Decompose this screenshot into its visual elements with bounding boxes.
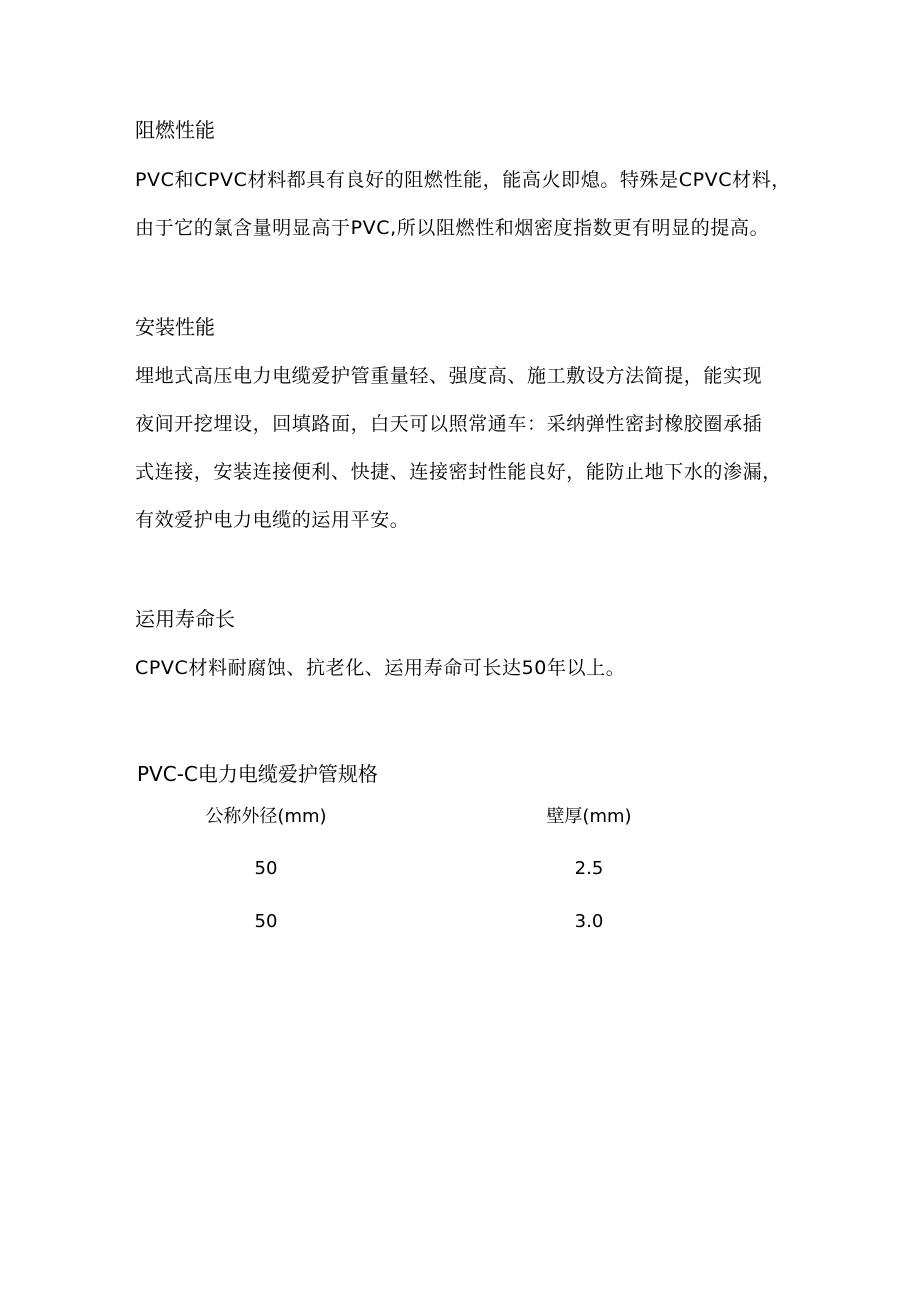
paragraph-line: 式连接，安装连接便利、快捷、连接密封性能良好，能防止地下水的渗漏， [135,461,782,483]
spec-table-title: PVC-C电力电缆爱护管规格 [137,762,378,786]
spec-cell-outer-diameter: 50 [254,858,278,879]
paragraph-line: PVC和CPVC材料都具有良好的阻燃性能，能高火即熄。特殊是CPVC材料， [135,169,791,191]
section-paragraph-service-life [135,644,795,692]
paragraph-line: CPVC材料耐腐蚀、抗老化、运用寿命可长达50年以上。 [135,657,626,679]
paragraph-line: 由于它的氯含量明显高于PVC,所以阻燃性和烟密度指数更有明显的提高。 [135,217,770,239]
spec-header-wall-thickness: 壁厚(mm) [546,806,632,827]
spec-cell-outer-diameter: 50 [254,911,278,932]
spec-cell-wall-thickness: 2.5 [574,858,604,879]
section-paragraph-flame-retardant [135,156,795,252]
paragraph-line: 夜间开挖埋设，回填路面，白天可以照常通车：采纳弹性密封橡胶圈承插 [135,413,763,435]
spec-header-outer-diameter: 公称外径(mm) [205,806,327,827]
section-paragraph-installation [135,352,795,544]
section-heading-service-life: 运用寿命长 [135,607,235,631]
spec-cell-wall-thickness: 3.0 [574,911,604,932]
paragraph-line: 埋地式高压电力电缆爱护管重量轻、强度高、施工敷设方法简提，能实现 [135,365,763,387]
paragraph-line: 有效爱护电力电缆的运用平安。 [135,509,410,531]
section-heading-installation: 安装性能 [135,315,215,339]
section-heading-flame-retardant: 阻燃性能 [135,118,215,142]
